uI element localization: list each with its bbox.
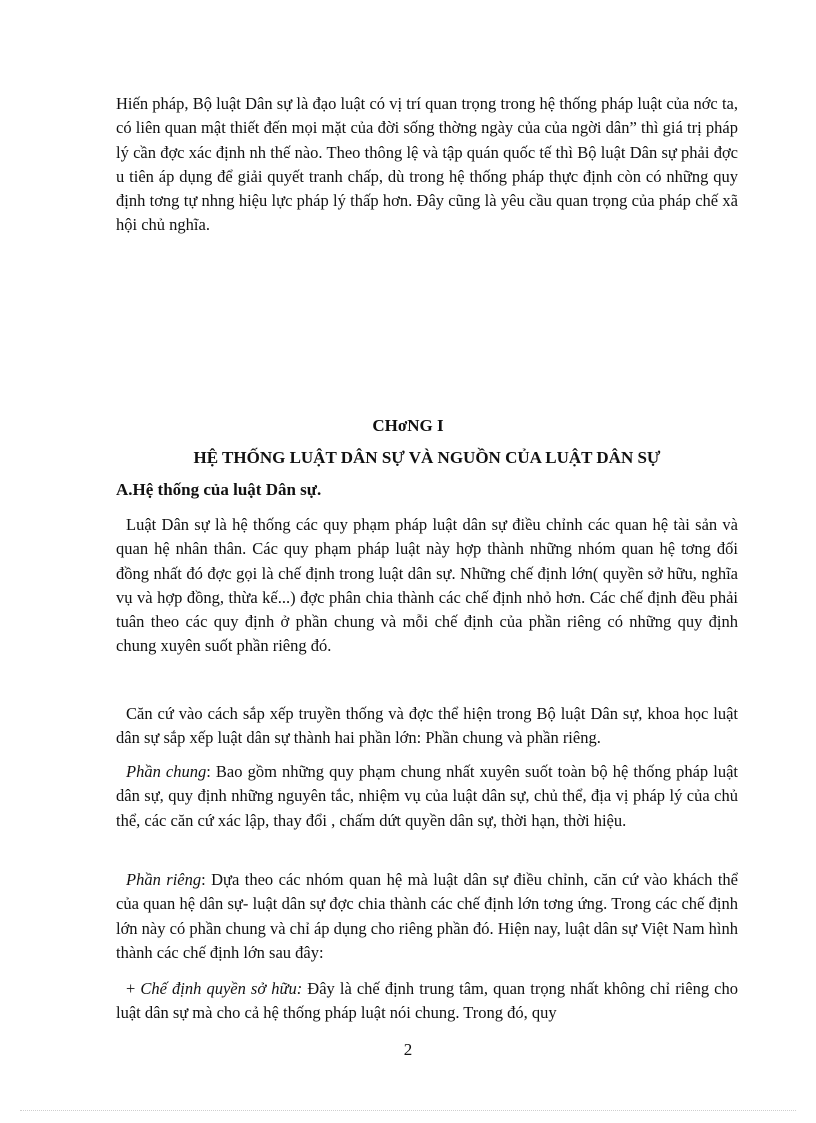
term-ownership: Chế định quyền sở hữu: [140,979,303,998]
paragraph-structure: Căn cứ vào cách sắp xếp truyền thống và đợc thể hiện trong Bộ luật Dân sự, khoa học luật dân sự sắp xếp luật dân sự thành hai phần lớn: Phần chung và phần riêng. [116,704,738,748]
term-general-part: Phần chung [126,762,207,781]
paragraph-civil-law-system: Luật Dân sự là hệ thống các quy phạm pháp luật dân sự điều chỉnh các quan hệ tài sản và quan hệ nhân thân. Các quy phạm pháp luật này hợp thành những nhóm quan hệ tơng đối đồng nhất đó đợc gọi là chế định trong luật dân sự. Những chế định lớn( quyền sở hữu, nghĩa vụ và hợp đồng, thừa kế...) đợc phân chia thành các chế định nhỏ hơn. Các chế định đều phải tuân theo các quy định ở phần chung và mỗi chế định của phần riêng có những quy định chung xuyên suốt phần riêng đó. [116,515,738,656]
paragraph-specific-part [116,868,738,965]
intro-paragraph: Hiến pháp, Bộ luật Dân sự là đạo luật có vị trí quan trọng trong hệ thống pháp luật của nớc ta, có liên quan mật thiết đến mọi mặt của đời sống thờng ngày của của ngời dân” thì giá trị pháp lý cần đợc xác định nh thế nào. Theo thông lệ và tập quán quốc tế thì Bộ luật Dân sự phải đợc u tiên áp dụng để giải quyết tranh chấp, dù trong hệ thống pháp thực định còn có những quy định tơng tự nhng hiệu lực pháp lý thấp hơn. Đây cũng là yêu cầu quan trọng của pháp chế xã hội chủ nghĩa. [116,94,738,235]
paragraph-general-part [116,760,738,833]
ownership-body: Đây là chế định trung tâm, quan trọng nhất không chỉ riêng cho luật dân sự mà cho cả hệ thống pháp luật nói chung. Trong đó, quy [116,979,738,1023]
footer-divider [20,1110,796,1111]
bullet-prefix: + [126,979,141,998]
chapter-number: CHơNG I [372,416,444,435]
page-number: 2 [403,1040,413,1059]
section-heading: A.Hệ thống của luật Dân sự. [116,480,322,499]
term-specific-part: Phần riêng [126,870,202,889]
paragraph-ownership [116,977,738,1026]
general-part-body: : Bao gồm những quy phạm chung nhất xuyên suốt toàn bộ hệ thống pháp luật dân sự, quy định những nguyên tắc, nhiệm vụ của luật dân sự, chủ thể, địa vị pháp lý của chủ thể, các căn cứ xác lập, thay đổi , chấm dứt quyền dân sự, thời hạn, thời hiệu. [116,762,738,830]
specific-part-body: : Dựa theo các nhóm quan hệ mà luật dân sự điều chỉnh, căn cứ vào khách thể của quan hệ dân sự- luật dân sự đợc chia thành các chế định lớn tơng ứng. Trong các chế định lớn này có phần chung và chỉ áp dụng cho riêng phần đó. Hiện nay, luật dân sự Việt Nam hình thành các chế định lớn sau đây: [116,870,738,962]
chapter-title: HỆ THỐNG LUẬT DÂN SỰ VÀ NGUỒN CỦA LUẬT DÂN SỰ [193,448,661,467]
